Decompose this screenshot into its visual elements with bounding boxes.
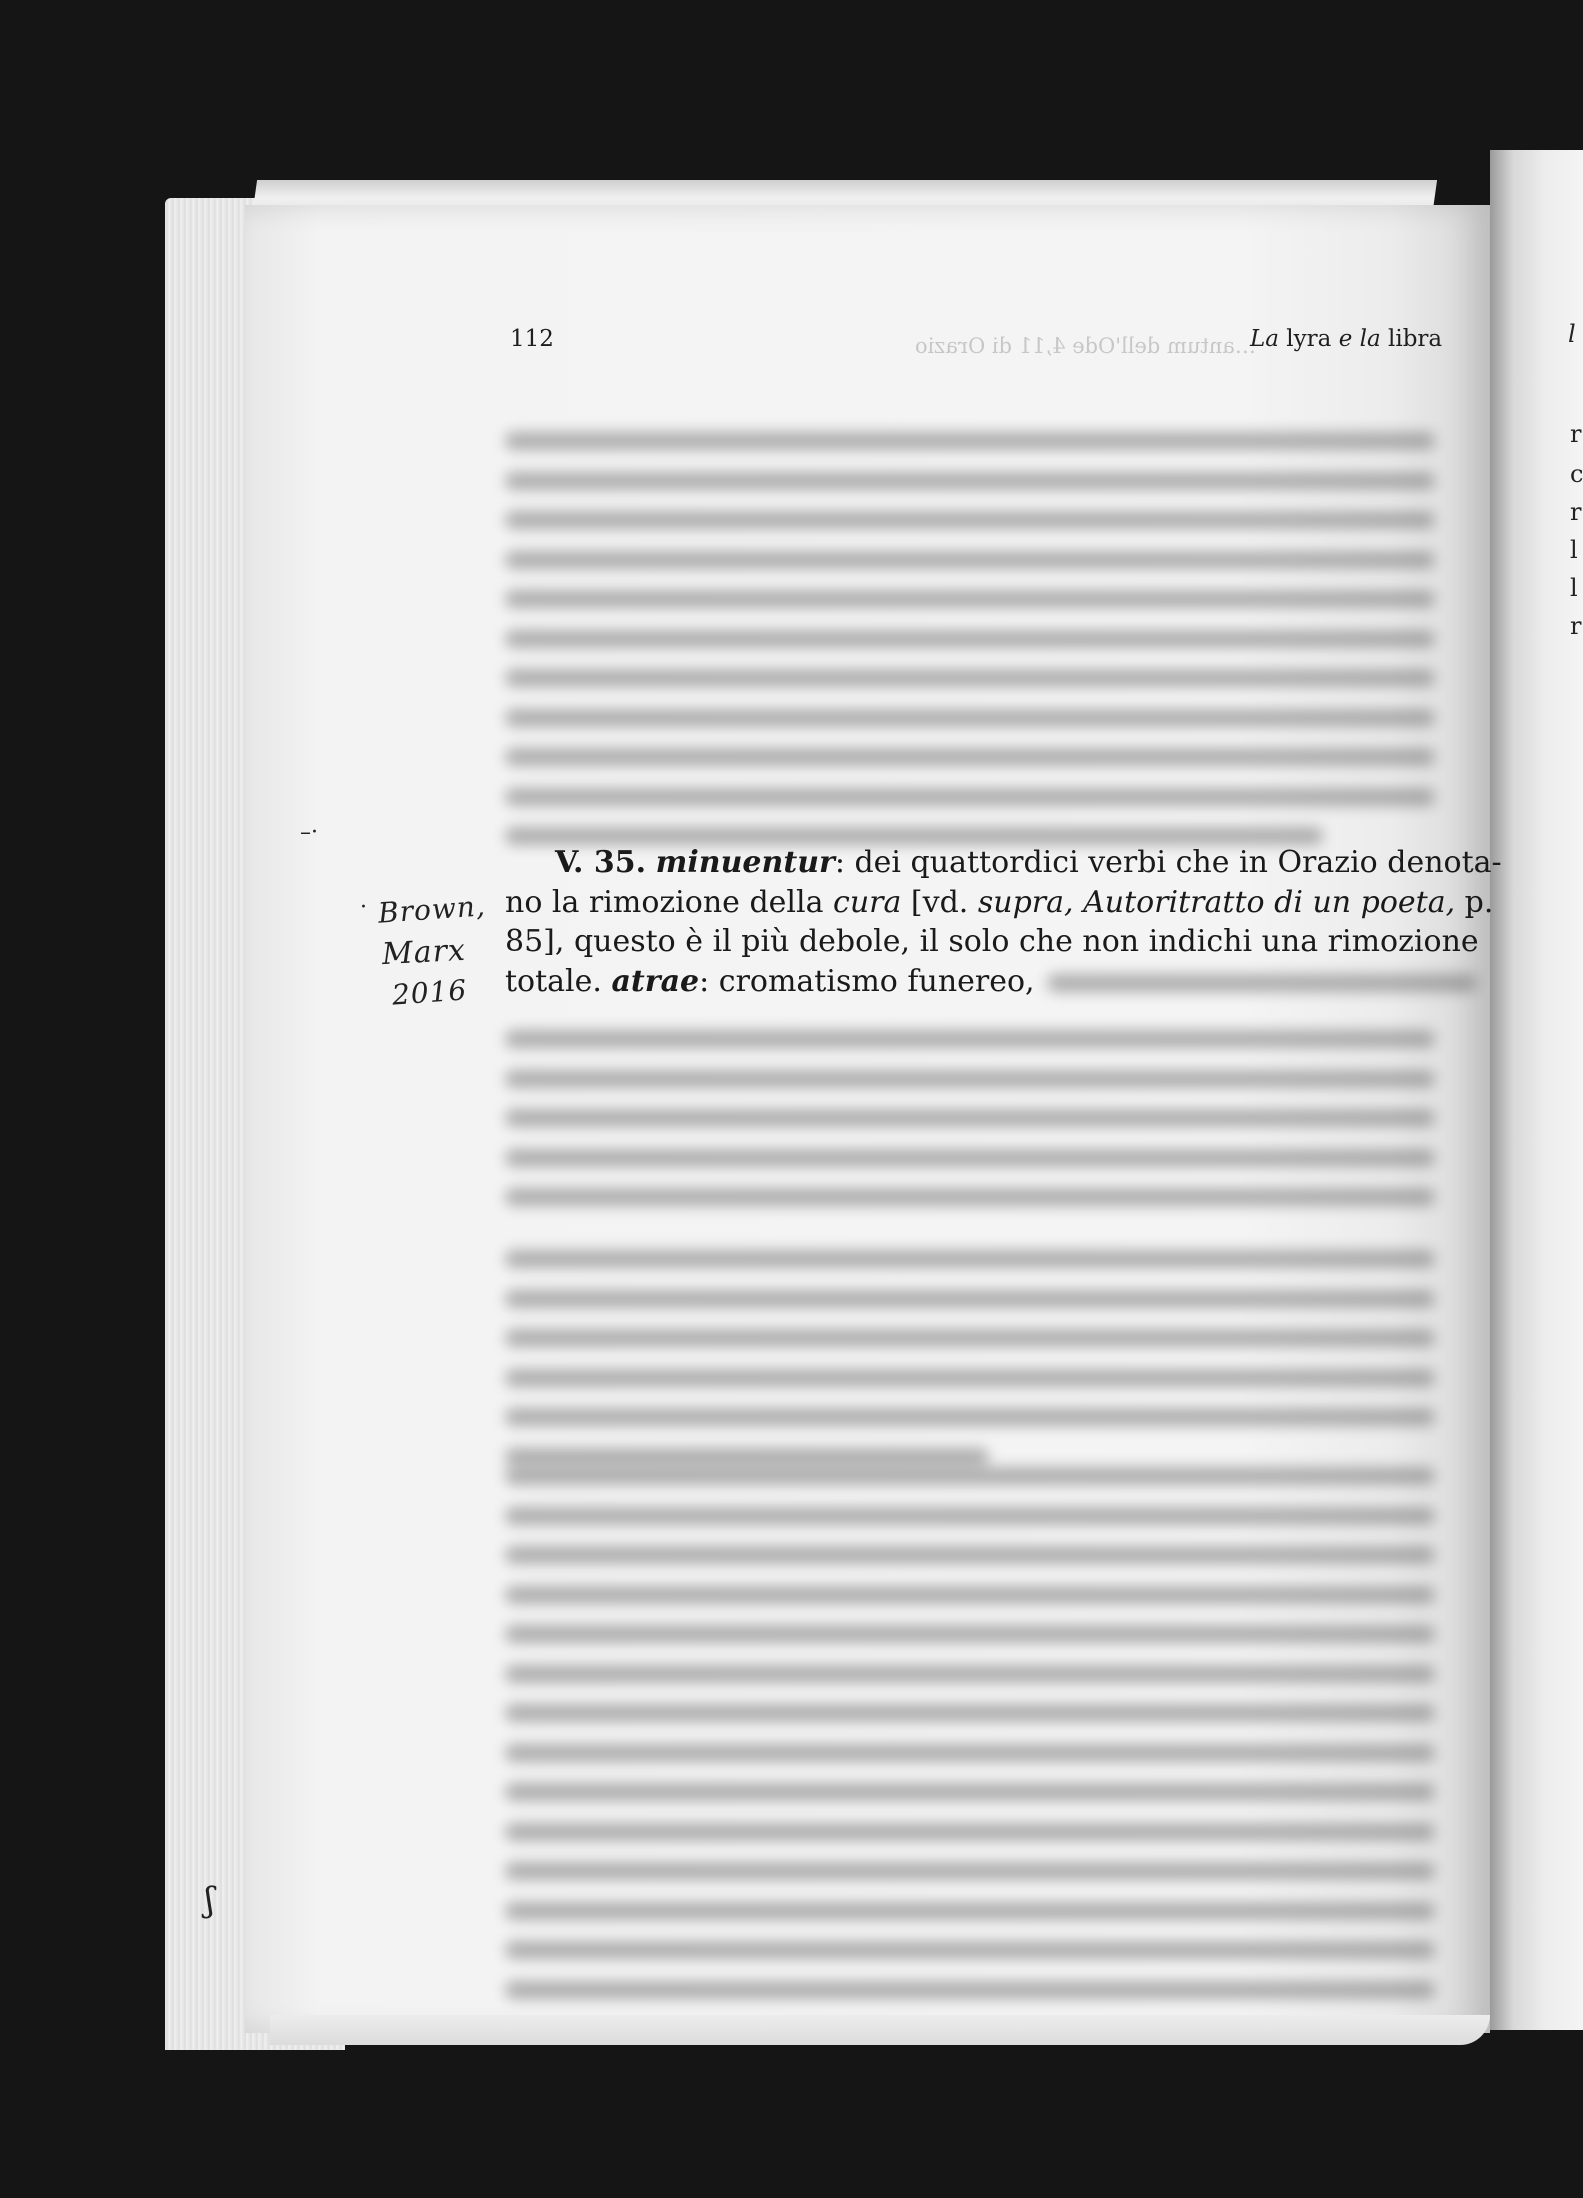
blurred-line <box>505 551 1435 569</box>
paragraph-line-3: 85], questo è il più debole, il solo che non indichi una rimozione <box>505 924 1479 959</box>
blurred-line <box>505 1030 1435 1048</box>
paragraph-text: [vd. <box>901 884 978 920</box>
blurred-line <box>505 709 1435 727</box>
visible-paragraph <box>505 843 1502 1001</box>
blurred-line <box>505 432 1435 450</box>
bleed-through-header: …antum dell'Ode 4,11 di Orazio <box>915 334 1256 358</box>
blurred-line <box>505 1902 1435 1920</box>
facing-page-letter: r <box>1570 420 1582 448</box>
blurred-line <box>505 1149 1435 1167</box>
paragraph-text: : cromatismo funereo, <box>699 963 1035 999</box>
facing-page-header-letter: l <box>1568 320 1576 348</box>
blurred-line <box>505 1586 1435 1604</box>
blurred-line <box>505 1250 1435 1268</box>
paragraph-text: no la rimozione della <box>505 884 834 920</box>
blurred-line <box>505 1070 1435 1088</box>
blurred-line <box>505 1188 1435 1206</box>
paragraph-line-1 <box>505 843 1502 883</box>
blurred-line <box>505 1467 1435 1485</box>
blurred-line <box>505 630 1435 648</box>
margin-hook-mark: ʃ <box>205 1880 215 1920</box>
blurred-line <box>505 472 1435 490</box>
blurred-line <box>505 590 1435 608</box>
blurred-line <box>505 1744 1435 1762</box>
blurred-line <box>505 1941 1435 1959</box>
blurred-line <box>505 1369 1435 1387</box>
paragraph-text: p. <box>1455 884 1494 920</box>
running-title-part: e la <box>1338 326 1381 352</box>
running-title <box>1250 326 1442 352</box>
handwritten-note-line-2: Marx <box>381 932 467 973</box>
blurred-line <box>505 1448 989 1466</box>
running-title-part: lyra <box>1279 326 1339 352</box>
blurred-line <box>505 1862 1435 1880</box>
facing-page <box>1490 150 1583 2030</box>
running-title-part: La <box>1250 326 1279 352</box>
facing-page-letter: c <box>1570 460 1583 488</box>
blurred-line <box>505 1704 1435 1722</box>
paragraph-text: totale. <box>505 963 612 999</box>
paragraph-text: : dei quattordici verbi che in Orazio denota- <box>834 845 1502 880</box>
blurred-line <box>505 1625 1435 1643</box>
facing-page-letter: l <box>1570 574 1578 602</box>
italic-reference: supra, Autoritratto di un poeta, <box>977 884 1456 920</box>
blurred-line <box>505 788 1435 806</box>
blurred-line <box>505 748 1435 766</box>
blurred-line <box>505 669 1435 687</box>
blurred-text-block-middle <box>505 1030 1435 1487</box>
blurred-line <box>505 511 1435 529</box>
margin-dot-mark: · <box>360 895 367 920</box>
italic-term: cura <box>833 884 902 920</box>
handwritten-note-line-3: 2016 <box>390 973 469 1012</box>
blurred-line <box>505 1981 1435 1999</box>
blurred-line <box>505 1329 1435 1347</box>
paragraph-line-2 <box>505 883 1494 923</box>
blurred-text-block-top <box>505 432 1435 867</box>
blurred-line-tail <box>1047 974 1477 992</box>
margin-dash-mark: –· <box>300 820 318 845</box>
facing-page-letter: l <box>1570 536 1578 564</box>
blurred-line <box>505 1507 1435 1525</box>
blurred-line <box>505 1546 1435 1564</box>
blurred-line <box>505 1665 1435 1683</box>
paragraph-line-4 <box>505 962 1435 1002</box>
facing-page-letter: r <box>1570 498 1582 526</box>
blurred-text-block-bottom <box>505 1467 1435 2020</box>
running-title-part: libra <box>1380 326 1443 352</box>
handwritten-note-line-1: Brown, <box>376 889 487 930</box>
blurred-line <box>505 1783 1435 1801</box>
blurred-line <box>505 1823 1435 1841</box>
blurred-line <box>505 1290 1435 1308</box>
blurred-line <box>505 1408 1435 1426</box>
blurred-line <box>505 1109 1435 1127</box>
lemma-term: atrae <box>611 963 700 999</box>
lemma-term: minuentur <box>655 845 835 880</box>
verse-label: V. 35. <box>555 845 647 880</box>
page-number: 112 <box>510 326 554 352</box>
facing-page-letter: r <box>1570 612 1582 640</box>
